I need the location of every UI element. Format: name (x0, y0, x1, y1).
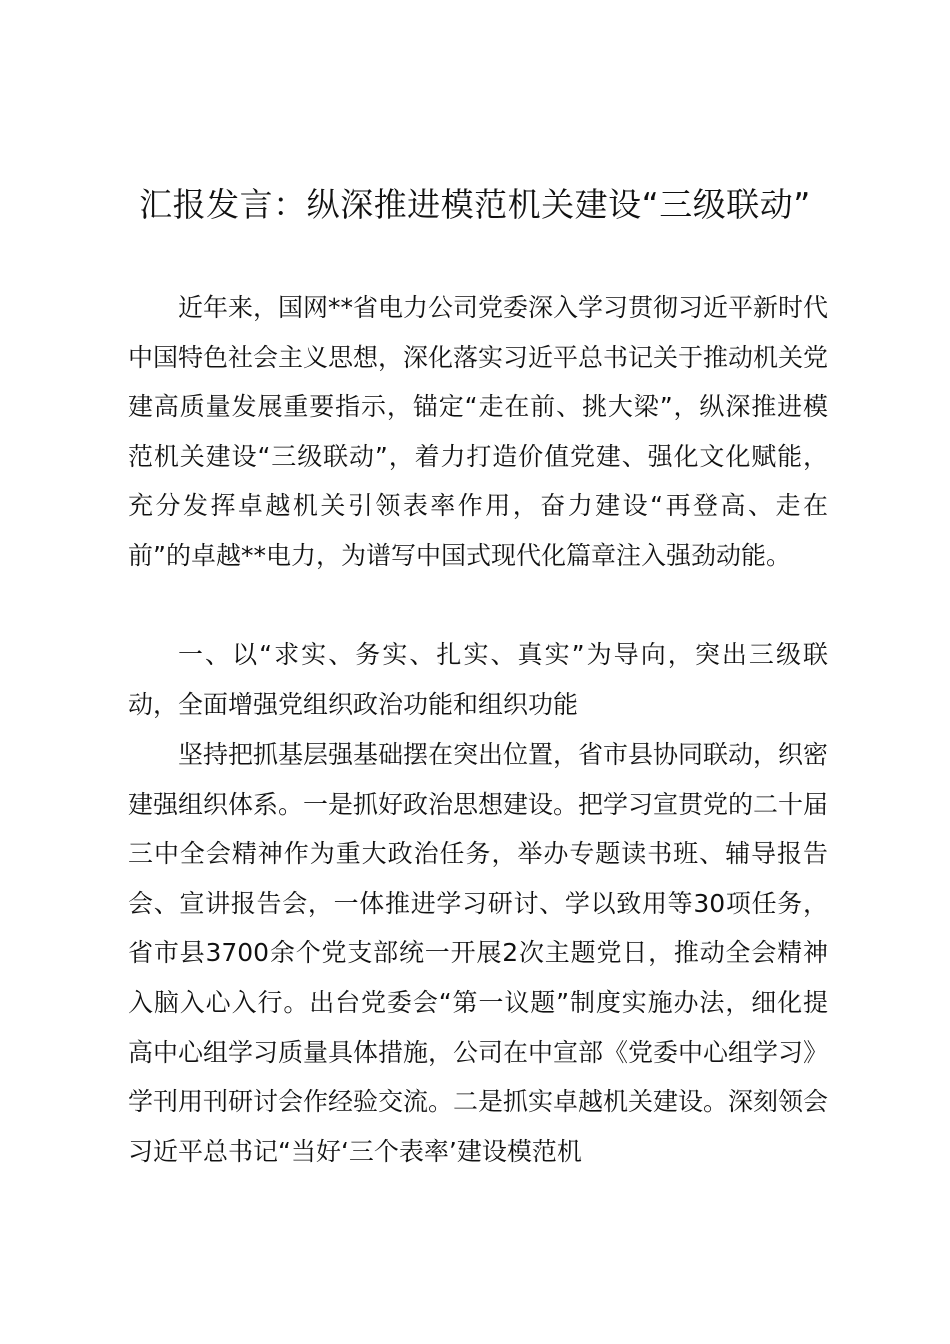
paragraph-section-1-body: 坚持把抓基层强基础摆在突出位置，省市县协同联动，织密建强组织体系。一是抓好政治思想建设。把学习宣贯党的二十届三中全会精神作为重大政治任务，举办专题读书班、辅导报告会、宣讲报告会，一体推进学习研讨、学以致用等30项任务，省市县3700余个党支部统一开展2次主题党日，推动全会精神入脑入心入行。出台党委会“第一议题”制度实施办法，细化提高中心组学习质量具体措施，公司在中宣部《党委中心组学习》学刊用刊研讨会作经验交流。二是抓实卓越机关建设。深刻领会习近平总书记“当好‘三个表率’建设模范机 (128, 740, 829, 1166)
document-title: 汇报发言：纵深推进模范机关建设“三级联动” (139, 185, 811, 224)
paragraph-intro: 近年来，国网**省电力公司党委深入学习贯彻习近平新时代中国特色社会主义思想，深化落实习近平总书记关于推动机关党建高质量发展重要指示，锚定“走在前、挑大梁”，纵深推进模范机关建设“三级联动”，着力打造价值党建、强化文化赋能，充分发挥卓越机关引领表率作用，奋力建设“再登高、走在前”的卓越**电力，为谱写中国式现代化篇章注入强劲动能。 (128, 293, 829, 570)
section-heading-1: 一、以“求实、务实、扎实、真实”为导向，突出三级联动，全面增强党组织政治功能和组织功能 (128, 640, 828, 719)
